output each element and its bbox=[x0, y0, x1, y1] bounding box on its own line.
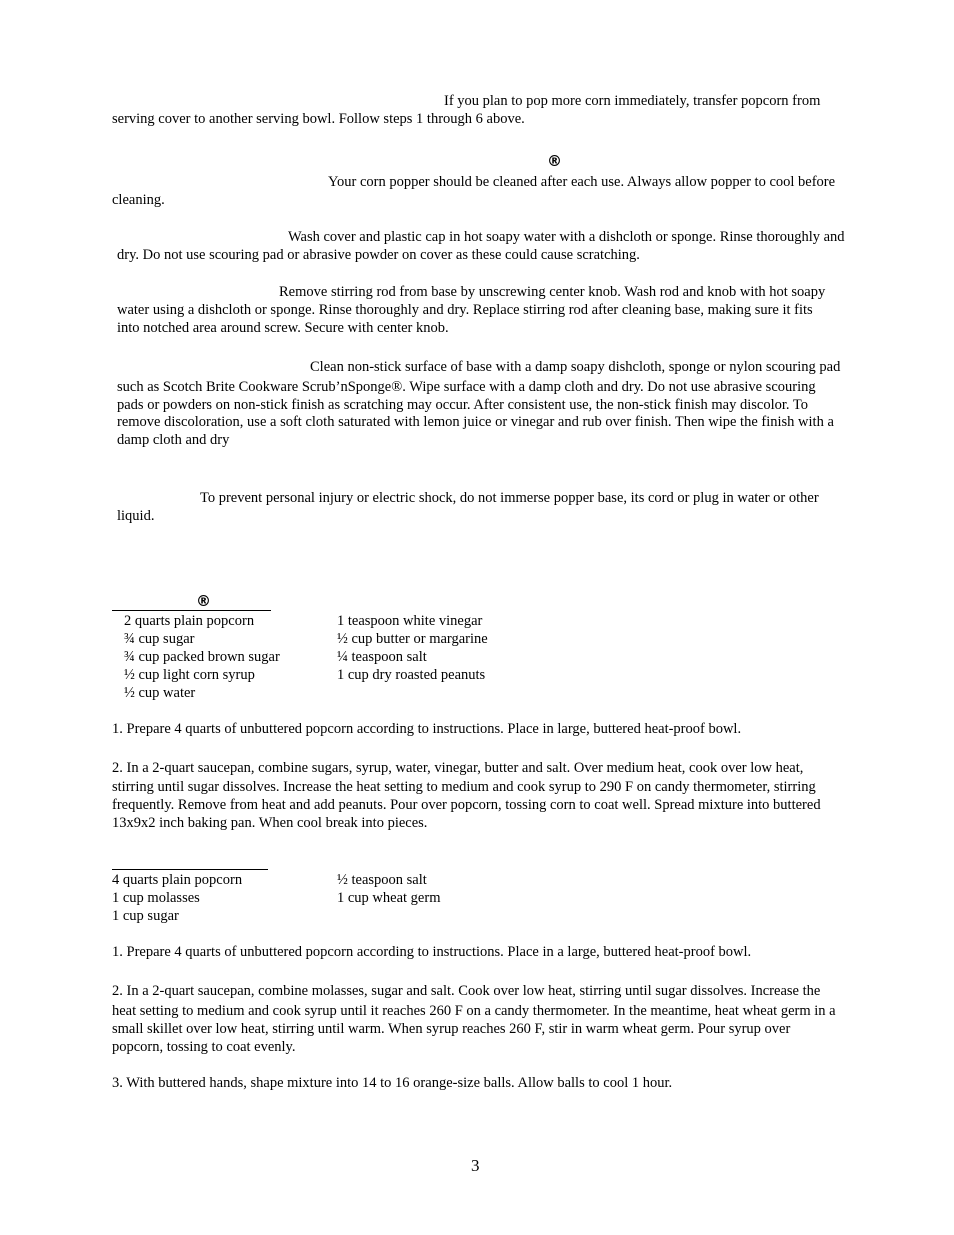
ingredient: 1 teaspoon white vinegar bbox=[337, 613, 483, 629]
registered-mark: ® bbox=[547, 152, 562, 170]
ingredient: ½ teaspoon salt bbox=[337, 872, 427, 888]
ingredient: 4 quarts plain popcorn bbox=[112, 872, 243, 888]
text-line: Remove stirring rod from base by unscrewing center knob. Wash rod and knob with hot soapy bbox=[279, 284, 826, 300]
ingredient: 1 cup wheat germ bbox=[337, 890, 441, 906]
text-line: dry. Do not use scouring pad or abrasive powder on cover as these could cause scratching. bbox=[117, 247, 640, 263]
text-line: To prevent personal injury or electric shock, do not immerse popper base, its cord or plug in water or other bbox=[200, 490, 819, 506]
text-line: Clean non-stick surface of base with a damp soapy dishcloth, sponge or nylon scouring pad bbox=[310, 359, 841, 375]
text-line: Wash cover and plastic cap in hot soapy water with a dishcloth or sponge. Rinse thoroughly and bbox=[288, 229, 845, 245]
text-line: small skillet over low heat, stirring until warm. When syrup reaches 260 F, stir in warm wheat germ. Pour syrup over bbox=[112, 1021, 791, 1037]
page-number: 3 bbox=[471, 1156, 480, 1175]
ingredient: 1 cup sugar bbox=[112, 908, 179, 924]
ingredient: ½ cup light corn syrup bbox=[124, 667, 255, 683]
text-line: such as Scotch Brite Cookware Scrub’nSponge®. Wipe surface with a damp cloth and dry. Do not use abrasive scouring bbox=[117, 379, 816, 395]
ingredient: ¾ cup packed brown sugar bbox=[124, 649, 280, 665]
text-line: water using a dishcloth or sponge. Rinse thoroughly and dry. Replace stirring rod after cleaning base, making sure it fits bbox=[117, 302, 813, 318]
ingredient: ½ cup water bbox=[124, 685, 196, 701]
text-line: 2. In a 2-quart saucepan, combine sugars, syrup, water, vinegar, butter and salt. Over medium heat, cook over low heat, bbox=[112, 760, 804, 776]
text-line: serving cover to another serving bowl. Follow steps 1 through 6 above. bbox=[112, 111, 525, 127]
text-line: popcorn, tossing to coat evenly. bbox=[112, 1039, 296, 1055]
recipe-title-underline bbox=[112, 869, 268, 870]
text-line: into notched area around screw. Secure with center knob. bbox=[117, 320, 449, 336]
text-line: liquid. bbox=[117, 508, 155, 524]
recipe2-step-1: 1. Prepare 4 quarts of unbuttered popcorn according to instructions. Place in a large, buttered heat-proof bowl. bbox=[112, 944, 752, 960]
text-line: remove discoloration, use a soft cloth saturated with lemon juice or vinegar and rub over finish. Then wipe the finish with a bbox=[117, 414, 834, 430]
recipe-title-underline bbox=[112, 610, 271, 611]
ingredient: 1 cup molasses bbox=[112, 890, 200, 906]
text-line: pads or powders on non-stick finish as scratching may occur. After consistent use, the non-stick finish may discolor. To bbox=[117, 397, 808, 413]
text-line: frequently. Remove from heat and add peanuts. Pour over popcorn, tossing corn to coat well. Spread mixture into buttered bbox=[112, 797, 821, 813]
ingredient: 2 quarts plain popcorn bbox=[124, 613, 255, 629]
text-line: 2. In a 2-quart saucepan, combine molasses, sugar and salt. Cook over low heat, stirring until sugar dissolves. Increase the bbox=[112, 983, 821, 999]
text-line: 13x9x2 inch baking pan. When cool break into pieces. bbox=[112, 815, 428, 831]
ingredient: ½ cup butter or margarine bbox=[337, 631, 488, 647]
recipe2-step-3: 3. With buttered hands, shape mixture into 14 to 16 orange-size balls. Allow balls to cool 1 hour. bbox=[112, 1075, 673, 1091]
recipe1-step-1: 1. Prepare 4 quarts of unbuttered popcorn according to instructions. Place in large, buttered heat-proof bowl. bbox=[112, 721, 742, 737]
registered-mark: ® bbox=[196, 592, 211, 610]
text-line: heat setting to medium and cook syrup until it reaches 260 F on a candy thermometer. In the meantime, heat wheat germ in a bbox=[112, 1003, 836, 1019]
text-line: cleaning. bbox=[112, 192, 165, 208]
ingredient: ¾ cup sugar bbox=[124, 631, 195, 647]
text-line: stirring until sugar dissolves. Increase the heat setting to medium and cook syrup to 290 F on candy thermometer, stirring bbox=[112, 779, 816, 795]
ingredient: 1 cup dry roasted peanuts bbox=[337, 667, 486, 683]
text-line: Your corn popper should be cleaned after each use. Always allow popper to cool before bbox=[328, 174, 836, 190]
text-line: If you plan to pop more corn immediately, transfer popcorn from bbox=[444, 93, 821, 109]
text-line: damp cloth and dry bbox=[117, 432, 230, 448]
ingredient: ¼ teaspoon salt bbox=[337, 649, 427, 665]
